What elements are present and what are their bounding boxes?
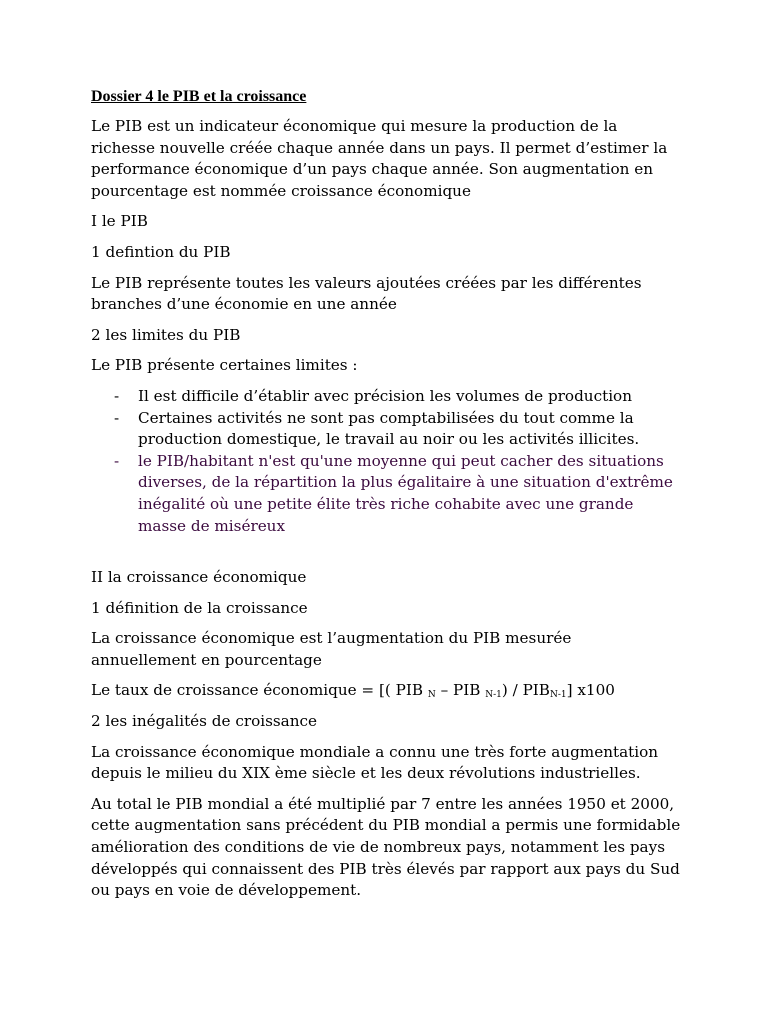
growth-rate-formula [91,680,681,702]
definition-croissance-paragraph: La croissance économique est l’augmentation du PIB mesurée annuellement en pourcentage [91,629,572,669]
section-heading-pib: I le PIB [91,212,148,231]
list-item-text: Il est difficile d’établir avec précision les volumes de production [138,386,632,405]
inegalites-paragraph-2: Au total le PIB mondial a été multiplié par 7 entre les années 1950 et 2000, cette augmentation sans précédent du PIB mondial a permis une formidable amélioration des conditions de vie de nombreux pays, notamment les pays développés qui connaissent des PIB très élevés par rapport aux pays du Sud ou pays en voie de développement. [91,794,681,900]
formula-subscript-n-1-denominator: N-1 [549,690,567,701]
formula-part-3: ) / PIB [501,681,550,700]
document-body [91,87,681,911]
formula-part-1: Le taux de croissance économique = [( PIB [91,681,428,700]
subsection-heading-definition-croissance: 1 définition de la croissance [91,598,308,617]
formula-part-4: ] x100 [566,681,615,700]
inegalites-paragraph-1: La croissance économique mondiale a connu une très forte augmentation depuis le milieu du XIX ème siècle et les deux révolutions industrielles. [91,742,659,783]
list-item [91,386,681,408]
formula-subscript-n-1: N-1 [485,690,502,701]
list-item-text: Certaines activités ne sont pas comptabilisées du tout comme la production domestique, le travail au noir ou les activités illicites. [138,408,640,449]
list-item [91,408,681,451]
list-item [91,451,681,537]
bullet-dash: - [114,408,120,427]
bullet-dash: - [114,451,120,470]
formula-part-2: – PIB [435,681,486,700]
limits-list [91,386,681,537]
intro-paragraph: Le PIB est un indicateur économique qui mesure la production de la richesse nouvelle créée chaque année dans un pays. Il permet d’estimer la performance économique d’un pays chaque année. Son augmentation en pourcentage est nommée croissance économique [91,117,668,200]
limites-intro-paragraph: Le PIB présente certaines limites : [91,356,358,375]
definition-pib-paragraph: Le PIB représente toutes les valeurs ajoutées créées par les différentes branches d’une économie en une année [91,273,642,314]
bullet-dash: - [114,386,120,405]
subsection-heading-limites-pib: 2 les limites du PIB [91,325,241,344]
subsection-heading-definition-pib: 1 defintion du PIB [91,242,231,261]
formula-subscript-n: N [427,690,436,701]
section-heading-croissance: II la croissance économique [91,568,307,587]
list-item-text: le PIB/habitant n'est qu'une moyenne qui peut cacher des situations diverses, de la répartition la plus égalitaire à une situation d'extrême inégalité où une petite élite très riche cohabite avec une grande masse de miséreux [138,451,673,535]
document-title: Dossier 4 le PIB et la croissance [91,88,307,105]
subsection-heading-inegalites: 2 les inégalités de croissance [91,712,318,731]
